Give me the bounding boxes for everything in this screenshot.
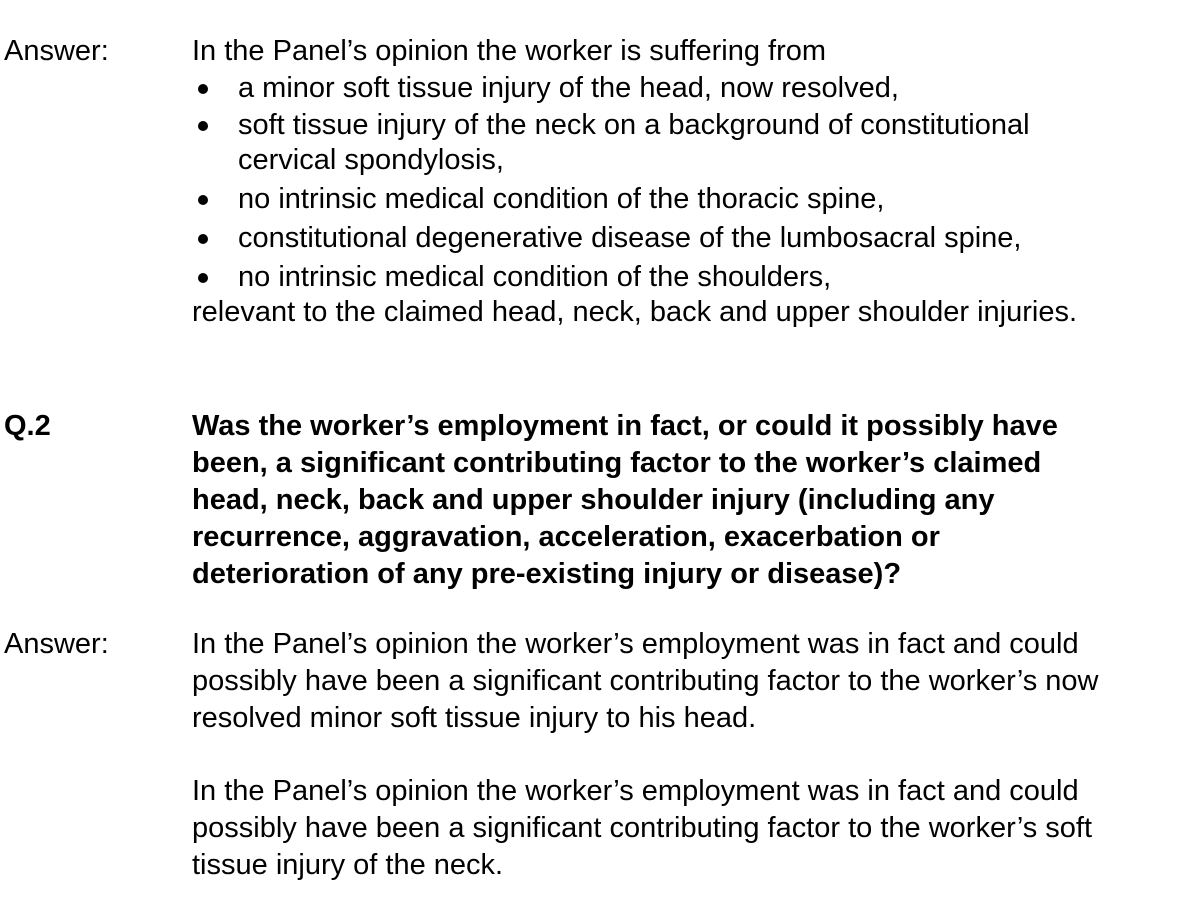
bullet-item — [192, 70, 1192, 107]
answer-2-line: resolved minor soft tissue injury to his head. — [192, 702, 757, 734]
bullet-text: cervical spondylosis, — [238, 144, 504, 176]
bullet-icon — [198, 121, 208, 131]
answer-1-closing: relevant to the claimed head, neck, back and upper shoulder injuries. — [192, 296, 1078, 328]
bullet-icon — [198, 195, 208, 205]
bullet-icon — [198, 273, 208, 283]
answer-1-content — [192, 33, 1192, 331]
question-2-line: recurrence, aggravation, acceleration, exacerbation or — [192, 521, 940, 553]
bullet-text: constitutional degenerative disease of the lumbosacral spine, — [238, 222, 1022, 254]
answer-2-line: tissue injury of the neck. — [192, 849, 504, 881]
bullet-item — [192, 259, 1192, 296]
question-2-line: head, neck, back and upper shoulder injury (including any — [192, 484, 995, 516]
question-2-line: been, a significant contributing factor to the worker’s claimed — [192, 447, 1042, 479]
bullet-text: soft tissue injury of the neck on a background of constitutional — [238, 109, 1030, 141]
question-2-line: deterioration of any pre-existing injury or disease)? — [192, 558, 902, 590]
question-2-label: Q.2 — [4, 410, 51, 442]
answer-1-label: Answer: — [4, 35, 109, 67]
bullet-icon — [198, 84, 208, 94]
answer-2-line: In the Panel’s opinion the worker’s employment was in fact and could — [192, 628, 1079, 660]
bullet-item — [192, 220, 1192, 257]
bullet-text: a minor soft tissue injury of the head, now resolved, — [238, 72, 899, 104]
answer-2-paragraph — [192, 773, 1192, 884]
bullet-item — [192, 107, 1192, 179]
answer-2-line: possibly have been a significant contributing factor to the worker’s now — [192, 665, 1099, 697]
answer-2-label: Answer: — [4, 628, 109, 660]
answer-1-intro: In the Panel’s opinion the worker is suffering from — [192, 35, 827, 67]
bullet-text: no intrinsic medical condition of the thoracic spine, — [238, 183, 885, 215]
answer-2-line: possibly have been a significant contributing factor to the worker’s soft — [192, 812, 1093, 844]
answer-2-line: In the Panel’s opinion the worker’s employment was in fact and could — [192, 775, 1079, 807]
answer-2-paragraph — [192, 626, 1192, 737]
bullet-item — [192, 181, 1192, 218]
question-2-text — [192, 408, 1192, 593]
bullet-text: no intrinsic medical condition of the shoulders, — [238, 261, 832, 293]
answer-2-content — [192, 626, 1192, 884]
answer-1-bullet-list — [192, 70, 1192, 296]
question-2-line: Was the worker’s employment in fact, or could it possibly have — [192, 410, 1058, 442]
bullet-icon — [198, 234, 208, 244]
